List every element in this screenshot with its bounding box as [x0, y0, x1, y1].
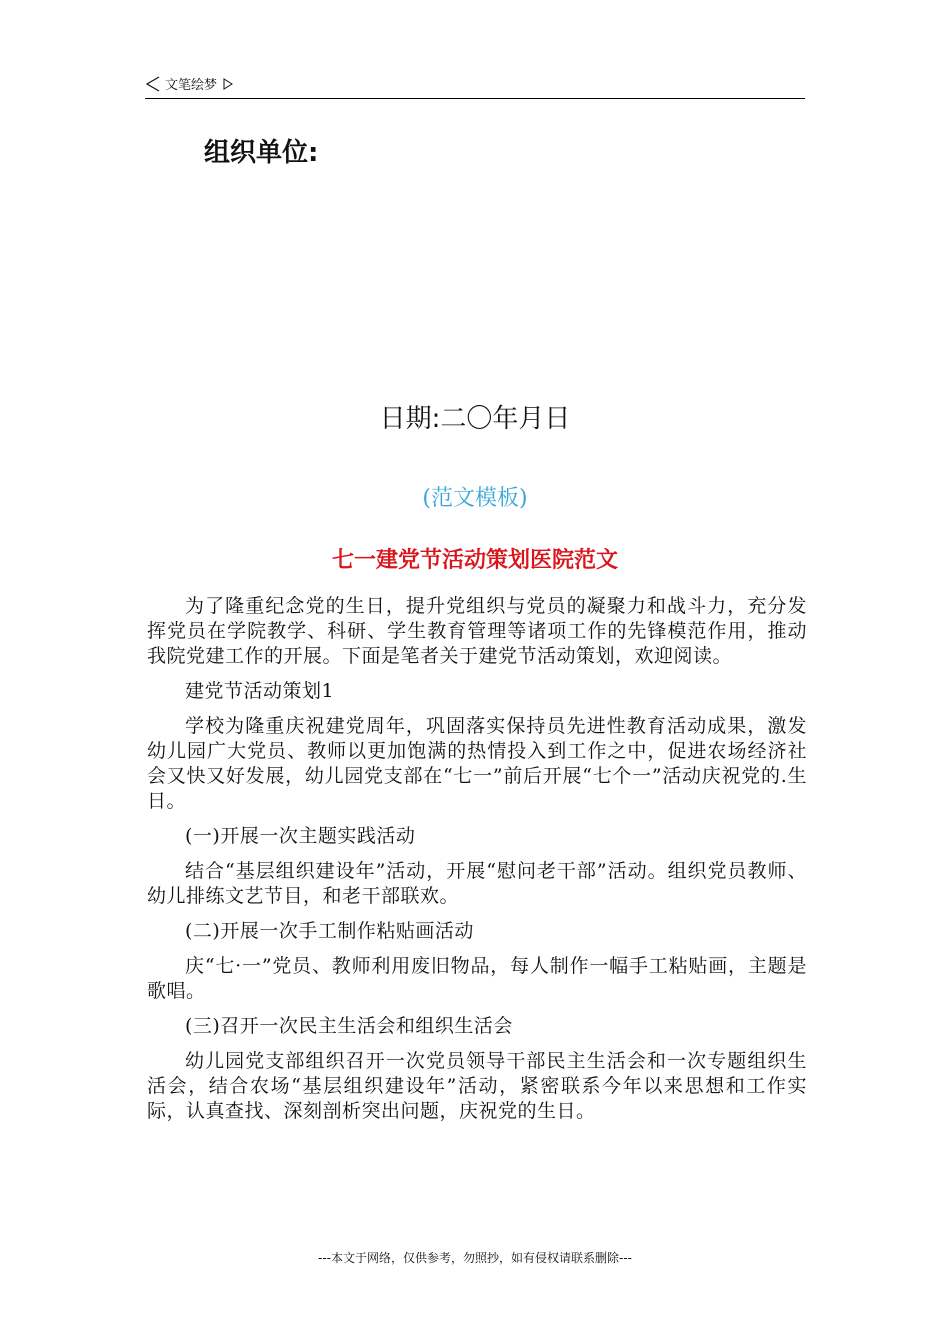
intro-paragraph: 为了隆重纪念党的生日，提升党组织与党员的凝聚力和战斗力，充分发挥党员在学院教学、科研、学生教育管理等诸项工作的先锋模范作用，推动我院党建工作的开展。下面是笔者关于建党节活动策划，欢迎阅读。 [147, 595, 807, 667]
left-triangle-icon [145, 75, 161, 93]
org-unit-label: 组织单位: [204, 138, 319, 168]
template-tag: (范文模板) [422, 486, 528, 511]
date-label: 日期:二〇年月日 [379, 404, 571, 434]
page-header [145, 72, 805, 99]
document-title: 七一建党节活动策划医院范文 [331, 548, 618, 573]
document-body [147, 594, 807, 1134]
subsection-heading: (一)开展一次主题实践活动 [185, 825, 416, 847]
header-brand [145, 74, 233, 93]
body-paragraph: 学校为隆重庆祝建党周年，巩固落实保持员先进性教育活动成果，激发幼儿园广大党员、教师以更加饱满的热情投入到工作之中，促进农场经济社会又快又好发展，幼儿园党支部在“七一”前后开展“七个一”活动庆祝党的.生日。 [147, 715, 807, 812]
body-paragraph: 庆“七·一”党员、教师利用废旧物品，每人制作一幅手工粘贴画，主题是歌唱。 [147, 955, 807, 1002]
body-paragraph: 幼儿园党支部组织召开一次党员领导干部民主生活会和一次专题组织生活会，结合农场“基层组织建设年”活动，紧密联系今年以来思想和工作实际，认真查找、深刻剖析突出问题，庆祝党的生日。 [147, 1050, 807, 1122]
body-paragraph: 结合“基层组织建设年”活动，开展“慰问老干部”活动。组织党员教师、幼儿排练文艺节目，和老干部联欢。 [147, 860, 807, 907]
footer-disclaimer: ---本文于网络，仅供参考，勿照抄，如有侵权请联系删除--- [318, 1251, 632, 1265]
subsection-heading: (二)开展一次手工制作粘贴画活动 [185, 920, 474, 942]
right-triangle-icon [223, 78, 233, 90]
section-heading: 建党节活动策划1 [185, 680, 335, 702]
subsection-heading: (三)召开一次民主生活会和组织生活会 [185, 1015, 513, 1037]
brand-name: 文笔绘梦 [165, 78, 218, 93]
